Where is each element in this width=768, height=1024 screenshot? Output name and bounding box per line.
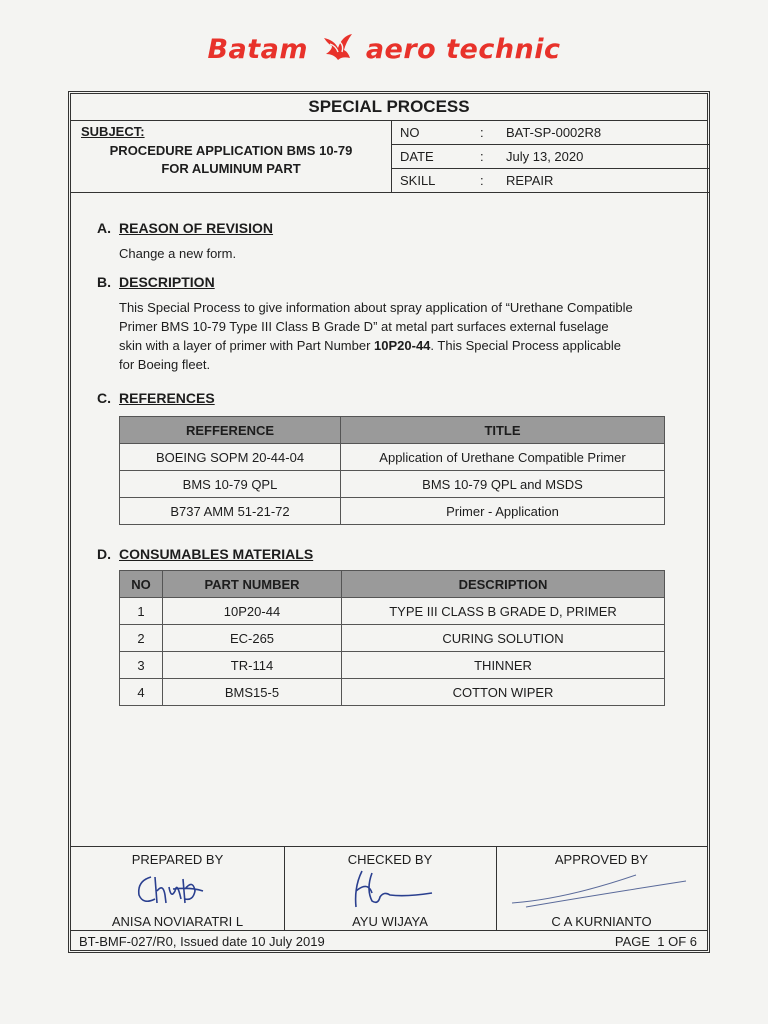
signature-label: CHECKED BY (347, 852, 433, 867)
consumables-table (119, 570, 665, 706)
section-b-heading (97, 274, 215, 290)
table-row (120, 498, 665, 525)
meta-row-date (392, 144, 709, 169)
signature-label: APPROVED BY (554, 852, 649, 867)
table-row (120, 444, 665, 471)
section-title: REFERENCES (119, 390, 215, 406)
meta-colon: : (480, 149, 484, 164)
signature-image (346, 867, 438, 913)
document-title: SPECIAL PROCESS (71, 94, 707, 121)
section-title: CONSUMABLES MATERIALS (119, 546, 314, 562)
meta-key: SKILL (400, 173, 436, 188)
table-cell: BMS 10-79 QPL and MSDS (341, 471, 665, 498)
table-cell: 2 (120, 625, 163, 652)
table-header-row (120, 571, 665, 598)
prepared-by-cell (71, 847, 285, 931)
table-cell: COTTON WIPER (342, 679, 665, 706)
meta-value: July 13, 2020 (506, 149, 584, 164)
bird-logo-icon (320, 30, 354, 71)
table-cell: BMS15-5 (163, 679, 342, 706)
section-title: DESCRIPTION (119, 274, 215, 290)
logo-text-left: Batam (207, 34, 308, 65)
column-header: REFFERENCE (120, 417, 341, 444)
meta-value: REPAIR (506, 173, 554, 188)
meta-key: NO (400, 125, 420, 140)
meta-key: DATE (400, 149, 434, 164)
approved-by-cell (496, 847, 707, 931)
column-header: PART NUMBER (163, 571, 342, 598)
table-cell: B737 AMM 51-21-72 (120, 498, 341, 525)
table-row (120, 652, 665, 679)
table-cell: EC-265 (163, 625, 342, 652)
signature-block (71, 846, 707, 931)
signature-image (133, 869, 213, 911)
section-number: B. (97, 274, 111, 290)
meta-colon: : (480, 125, 484, 140)
meta-colon: : (480, 173, 484, 188)
document-frame (68, 91, 710, 953)
column-header: DESCRIPTION (342, 571, 665, 598)
subject-line-2: FOR ALUMINUM PART (161, 161, 301, 176)
part-number-bold: 10P20-44 (374, 338, 431, 353)
signatory-name: ANISA NOVIARATRI L (111, 914, 244, 929)
section-c-heading (97, 390, 215, 406)
table-cell: TR-114 (163, 652, 342, 679)
description-line (119, 336, 699, 355)
table-row (120, 598, 665, 625)
logo-text-right: aero technic (365, 34, 561, 65)
column-header: NO (120, 571, 163, 598)
section-title: REASON OF REVISION (119, 220, 274, 236)
table-cell: THINNER (342, 652, 665, 679)
table-cell: BMS 10-79 QPL (120, 471, 341, 498)
references-table (119, 416, 665, 525)
document-footer (71, 930, 707, 953)
column-header: TITLE (341, 417, 665, 444)
table-cell: Application of Urethane Compatible Primer (341, 444, 665, 471)
table-row (120, 679, 665, 706)
description-line: Primer BMS 10-79 Type III Class B Grade D” at metal part surfaces external fuselage (119, 319, 609, 334)
subject-line-1: PROCEDURE APPLICATION BMS 10-79 (109, 143, 353, 158)
table-cell: 10P20-44 (163, 598, 342, 625)
subject-box (71, 120, 392, 193)
description-line: This Special Process to give information about spray application of “Urethane Compatible (119, 300, 633, 315)
signature-label: PREPARED BY (131, 852, 224, 867)
table-cell: Primer - Application (341, 498, 665, 525)
table-cell: CURING SOLUTION (342, 625, 665, 652)
section-number: C. (97, 390, 111, 406)
section-a-heading (97, 220, 273, 236)
description-text: . This Special Process applicable (430, 338, 621, 353)
meta-row-skill (392, 168, 709, 193)
signatory-name: C A KURNIANTO (551, 914, 652, 929)
table-row (120, 471, 665, 498)
table-cell: 4 (120, 679, 163, 706)
table-cell: BOEING SOPM 20-44-04 (120, 444, 341, 471)
company-logo (0, 30, 768, 71)
description-text: skin with a layer of primer with Part Number (119, 338, 375, 353)
form-number: BT-BMF-027/R0, Issued date 10 July 2019 (79, 934, 325, 949)
section-b-text (119, 298, 699, 374)
meta-row-no (392, 120, 709, 145)
table-cell: 1 (120, 598, 163, 625)
table-cell: TYPE III CLASS B GRADE D, PRIMER (342, 598, 665, 625)
table-row (120, 625, 665, 652)
table-cell: 3 (120, 652, 163, 679)
subject-text (71, 142, 391, 178)
page-number: PAGE 1 OF 6 (614, 934, 697, 949)
subject-label: SUBJECT: (81, 124, 145, 139)
description-line: for Boeing fleet. (119, 357, 211, 372)
table-header-row (120, 417, 665, 444)
signature-image (506, 869, 696, 911)
section-d-heading (97, 546, 313, 562)
section-a-text: Change a new form. (119, 246, 237, 261)
section-number: D. (97, 546, 111, 562)
signatory-name: AYU WIJAYA (352, 914, 428, 929)
meta-value: BAT-SP-0002R8 (506, 125, 602, 140)
section-number: A. (97, 220, 111, 236)
checked-by-cell (284, 847, 497, 931)
